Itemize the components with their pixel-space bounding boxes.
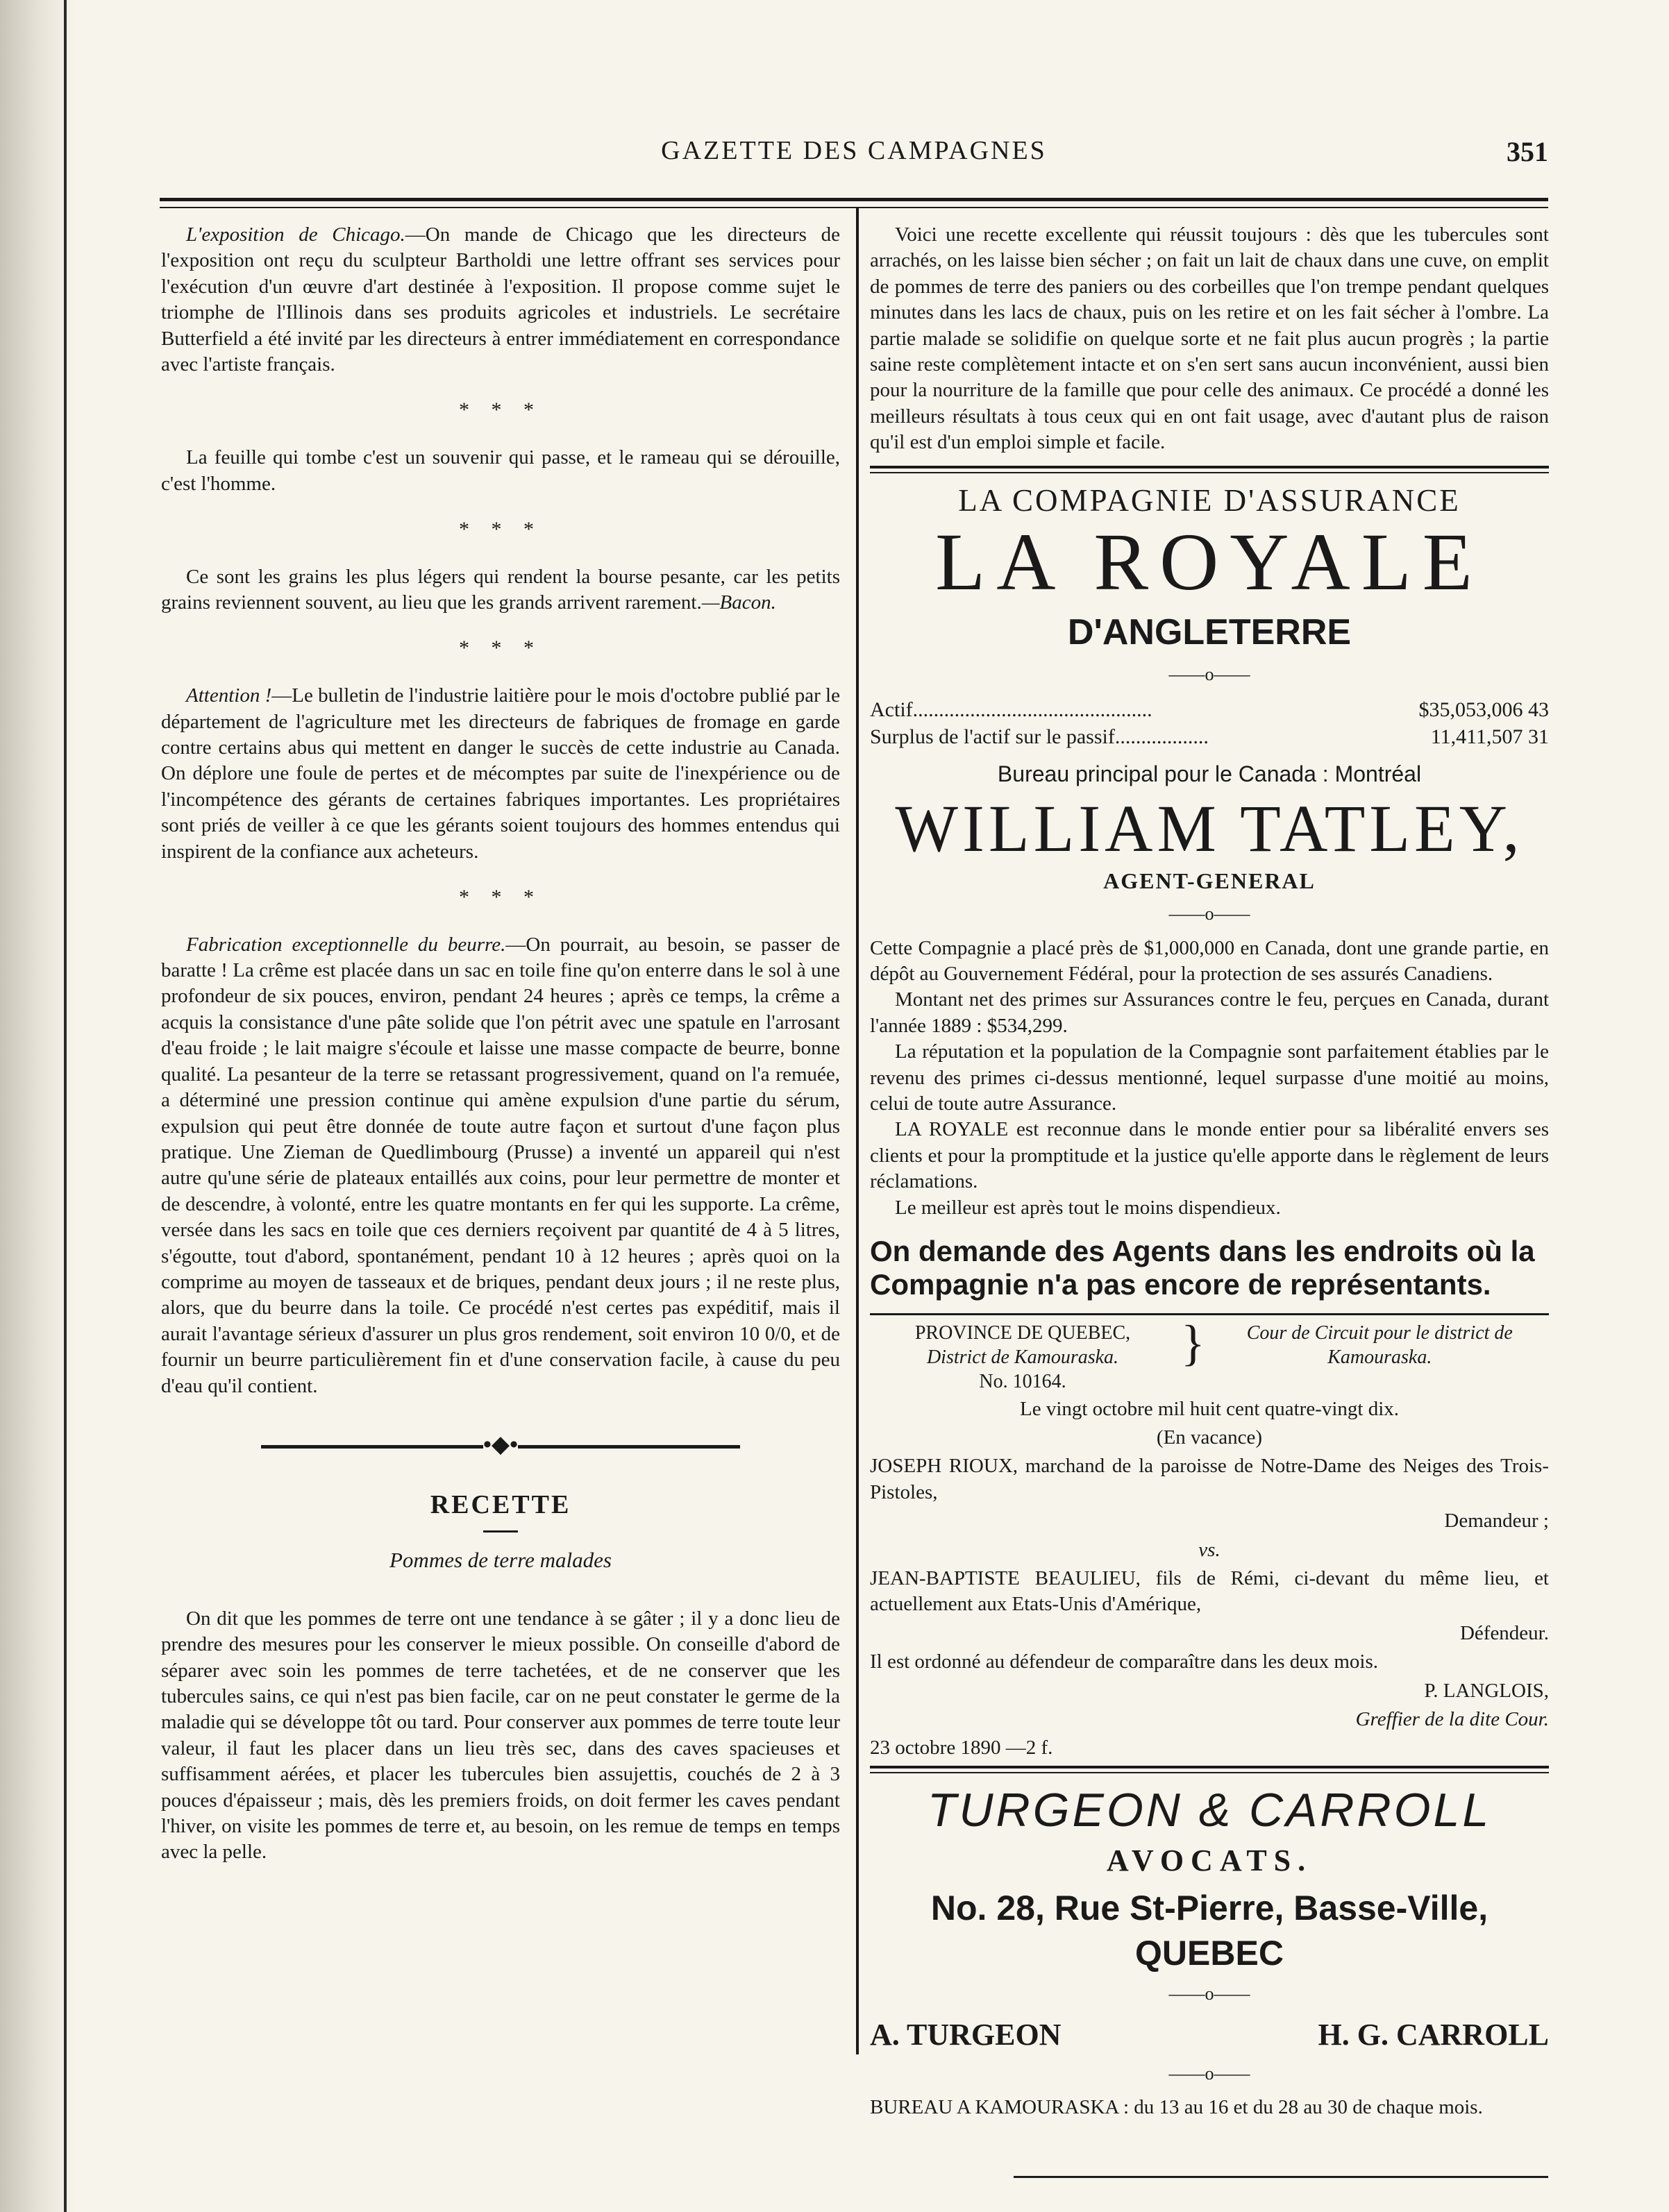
surplus-row [870,723,1549,750]
ornament-rule [518,1445,740,1449]
court-notice [870,1315,1549,1762]
right-column [870,222,1549,2131]
grains-text: Ce sont les grains les plus légers qui rendent la bourse pesante, car les petits grains reviennent souvent, au lieu que les grands arrivent rarement. [161,565,840,614]
assurance-kicker: LA COMPAGNIE D'ASSURANCE [958,482,1461,518]
ornament-separator: ——o—— [1168,904,1250,924]
separator-stars: * * * [459,885,542,909]
firm-address: No. 28, Rue St-Pierre, Basse-Ville, QUEBEC [930,1889,1488,1973]
assurance-advertisement [870,480,1549,1302]
attention-title: Attention ! [186,684,272,707]
recette-continuation: Voici une recette excellente qui réussit toujours : dès que les tubercules sont arrachés, on les laisse bien sécher ; on fait un lait de chaux dans une cuve, on emplit de pommes de terre des paniers ou des corbeilles que l'on trempe pendant quelques minutes dans les lacs de chaux, puis on les retire et on les fait sécher à l'ombre. La partie malade se solidifie on quelque sorte et ne fait plus aucun progrès ; la partie saine reste complètement intacte et on s'en sert sans aucun inconvénient, aussi bien pour la nourriture de la famille que pour celle des animaux. Ce procédé a donné les meilleurs résultats à tous ceux qui en ont fait usage, avec d'autant plus de raison qu'il est d'un emploi simple et facile. [870,223,1549,454]
agent-title: AGENT-GENERAL [1103,868,1316,893]
recette-subtitle: Pommes de terre malades [389,1547,612,1572]
actif-row [870,696,1549,723]
versus: vs. [1198,1538,1221,1561]
district-label: District de Kamouraska. [926,1346,1119,1368]
notice-vacance: (En vacance) [1156,1426,1263,1449]
chicago-article [161,222,840,378]
grains-paragraph [161,564,840,616]
kamouraska-bureau: BUREAU A KAMOURASKA : du 13 au 16 et du 28 au 30 de chaque mois. [870,2096,1483,2119]
partners-row [870,2016,1549,2055]
assurance-paragraph: Montant net des primes sur Assurances contre le feu, perçues en Canada, durant l'année 1889 : $534,299. [870,988,1549,1037]
recette-title: RECETTE [430,1489,571,1519]
notice-heading [870,1315,1549,1394]
chicago-text: —On mande de Chicago que les directeurs de l'exposition ont reçu du sculpteur Bartholdi une lettre offrant ses services pour l'exécution d'un œuvre d'art destinée à l'exposition. Il propose comme sujet le triomphe de l'Illinois dans ses produits agricoles et industriels. Le secrétaire Butterfield a été invité par les directeurs à entrer immédiatement en correspondance avec l'artiste français. [161,223,840,376]
firm-title: AVOCATS. [1106,1843,1313,1877]
assurance-paragraph: Cette Compagnie a placé près de $1,000,000 en Canada, dont une grande partie, en dépôt au Gouvernement Fédéral, pour la protection de ses assurés Canadiens. [870,936,1549,985]
assurance-paragraph: La réputation et la population de la Compagnie sont parfaitement établies par le revenu des primes ci-dessus mentionné, lequel surpasse d'une moitié au moins, celui de toute autre Assurance. [870,1040,1549,1115]
attention-article [161,683,840,865]
ad-rule [870,1766,1549,1773]
grains-source: —Bacon. [701,591,776,614]
ad-rule [870,466,1549,473]
ornament-separator: ——o—— [1168,2063,1250,2084]
attention-text: —Le bulletin de l'industrie laitière pour le mois d'octobre publié par le département de l'agriculture met les directeurs de fabriques de fromage en garde contre certains abus qui mettent en danger le succès de cette industrie au Canada. On déplore une foule de pertes et de mécomptes par suite de l'inexpérience ou de l'incompétence des gérants de certaines fabriques importantes. Les propriétaires sont priés de veiller à ce que les gérants soient toujours des hommes entendus qui inspirent de la confiance aux acheteurs. [161,684,840,863]
case-number: No. 10164. [979,1370,1066,1392]
fabrication-title: Fabrication exceptionnelle du beurre. [186,933,506,956]
signatory: P. LANGLOIS, [1424,1679,1549,1702]
surplus-value: 11,411,507 31 [1430,725,1549,748]
ornament-rule [261,1445,483,1449]
notice-jurisdiction [870,1321,1175,1394]
separator-stars: * * * [459,517,542,541]
brace-glyph: } [1181,1315,1205,1371]
assurance-paragraph: LA ROYALE est reconnue dans le monde entier pour sa libéralité envers ses clients et pour la promptitude et la justice qu'elle apporte dans le règlement de leurs réclamations. [870,1118,1549,1193]
assurance-subtitle: D'ANGLETERRE [1067,612,1352,653]
page-header [160,135,1548,170]
assurance-name: LA ROYALE [935,516,1484,607]
ornament-divider [161,1430,840,1460]
plaintiff-role: Demandeur ; [1444,1510,1549,1533]
court-name: Cour de Circuit pour le district de Kamouraska. [1246,1322,1513,1368]
plaintiff: JOSEPH RIOUX, marchand de la paroisse de Notre-Dame des Neiges des Trois-Pistoles, [870,1455,1549,1503]
defendant-role: Défendeur. [1459,1621,1549,1644]
agents-wanted-notice: On demande des Agents dans les endroits où la Compagnie n'a pas encore de représentants. [870,1235,1535,1301]
binding-line [64,0,67,2212]
agent-name: WILLIAM TATLEY, [895,791,1524,866]
separator-stars: * * * [459,636,542,660]
title-rule [483,1530,518,1533]
header-rule [160,198,1548,208]
ornament-separator: ——o—— [1168,1984,1250,2004]
separator-stars: * * * [459,398,542,422]
notice-footer: 23 octobre 1890 —2 f. [870,1737,1053,1759]
defendant: JEAN-BAPTISTE BEAULIEU, fils de Rémi, ci-devant du même lieu, et actuellement aux Etats-Unis d'Amérique, [870,1567,1549,1616]
firm-name: TURGEON & CARROLL [927,1783,1492,1837]
actif-value: $35,053,006 43 [1418,698,1549,721]
page-number: 351 [1507,136,1548,167]
fabrication-text: —On pourrait, au besoin, se passer de baratte ! La crême est placée dans un sac en toile fine qu'on enterre dans le sol à une profondeur de six pouces, environ, pendant 24 heures ; après ce temps, la crême a acquis la consistance d'une pâte solide que l'on pétrit avec une spatule en l'arrosant d'eau froide ; le lait maigre s'écoule et laisse une masse compacte de beurre, bonne qualité. La pesanteur de la terre se retassant progressivement, quand on l'a remuée, a déterminé une pression continue qui amène expulsion d'une partie du sérum, expulsion qui peut être donnée de toute autre façon et surtout d'une façon plus pratique. Une Zieman de Quedlimbourg (Prusse) a inventé un appareil qui n'est autre qu'une série de plateaux entaillés aux coins, pour leur permettre de monter et de descendre, à volonté, entre les quatre montants en fer qui les supporte. La crême, versée dans les sacs en toile que ces derniers reçoivent par quantité de 4 à 5 litres, s'égoutte, tout d'abord, spontanément, pendant 10 à 12 heures ; après quoi on la comprime au moyen de tasseaux et de briques, pendant deux jours ; il ne reste plus, alors, que du beurre dans la toile. Ce procédé n'est certes pas expéditif, mais il aurait l'avantage sérieux d'assurer un plus gros rendement, soit environ 10 0/0, et de fournir un beurre particulièrement fin et d'une conservation facile, à cause du peu d'eau qu'il contient. [161,933,840,1397]
partner-turgeon: A. TURGEON [870,2017,1062,2052]
partner-carroll: H. G. CARROLL [1318,2017,1549,2052]
notice-rule [870,1313,1549,1315]
ornament-separator: ——o—— [1168,664,1250,685]
running-head: GAZETTE DES CAMPAGNES [661,136,1047,165]
feuille-paragraph: La feuille qui tombe c'est un souvenir qui passe, et le rameau qui se dérouille, c'est l'homme. [161,446,840,495]
chicago-title: L'exposition de Chicago. [186,223,405,246]
fabrication-article [161,932,840,1399]
left-column [161,222,840,1875]
province-label: PROVINCE DE QUEBEC, [914,1322,1131,1344]
assurance-paragraph: Le meilleur est après tout le moins dispendieux. [895,1196,1281,1219]
lawyers-advertisement [870,1780,1549,2121]
bottom-rule [1014,2176,1548,2178]
actif-label: Actif.............................................. [870,698,1152,721]
notice-date: Le vingt octobre mil huit cent quatre-vingt dix. [1019,1397,1400,1420]
column-divider [856,208,859,2054]
court-order: Il est ordonné au défendeur de comparaître dans les deux mois. [870,1650,1378,1673]
assurance-body [870,936,1549,1221]
surplus-label: Surplus de l'actif sur le passif.................. [870,725,1209,748]
bureau-line: Bureau principal pour le Canada : Montréal [997,761,1422,786]
signatory-title: Greffier de la dite Cour. [1355,1708,1549,1731]
ornament-glyph: •◆• [483,1431,518,1458]
recette-paragraph: On dit que les pommes de terre ont une tendance à se gâter ; il y a donc lieu de prendre des mesures pour les conserver le mieux possible. On conseille d'abord de séparer avec soin les pommes de terre tachetées, et de ne conserver que les tubercules sains, ce qui n'est pas bien facile, car on ne peut constater le germe de la maladie qui se développe tôt ou tard. Pour conserver aux pommes de terre toute leur valeur, il faut les placer dans un lieu très sec, dans des caves spacieuses et suffisamment aérées, et placer les tubercules bien assujettis, couchés de 2 à 3 pouces d'épaisseur ; mais, dès les premiers froids, on doit fermer les caves pendant l'hiver, on visite les pommes de terre et, au besoin, on les remue de temps en temps avec la pelle. [161,1607,840,1864]
